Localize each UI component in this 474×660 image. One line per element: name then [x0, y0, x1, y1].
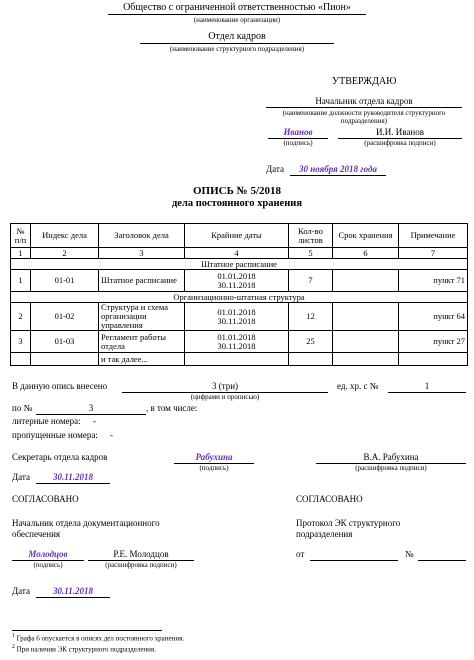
footnote-text: При наличии ЭК структурного подразделения. — [16, 645, 156, 654]
name-caption: (расшифровка подписи) — [364, 139, 436, 147]
approve-signature: Иванов — [283, 127, 313, 137]
title-line: организации управления — [101, 311, 147, 330]
name-caption: (расшифровка подписи) — [355, 464, 427, 472]
table-header: Заголовок дела — [99, 224, 185, 248]
secretary-date: 30.11.2018 — [52, 472, 93, 482]
cell-title — [99, 303, 185, 331]
divider — [36, 414, 146, 415]
doc-subtitle: дела постоянного хранения — [171, 198, 302, 209]
cell — [333, 270, 399, 292]
divider — [290, 175, 386, 176]
date-from: 01.01.2018 — [217, 331, 256, 342]
date-label: Дата — [266, 164, 284, 174]
missed-value: - — [110, 430, 113, 440]
cell: 7 — [289, 270, 333, 292]
approve-name: И.И. Иванов — [376, 127, 424, 137]
date-to: 30.11.2018 — [217, 315, 256, 326]
agreed-signature: Молодцов — [28, 549, 68, 559]
sig-caption: (подпись) — [199, 464, 229, 472]
cell: 01-01 — [31, 270, 99, 292]
footnote-divider — [12, 630, 162, 631]
agreed-title: СОГЛАСОВАНО — [12, 494, 79, 504]
protocol-date-line — [310, 560, 398, 561]
col-number: 4 — [185, 248, 289, 259]
footnote-2 — [12, 644, 156, 653]
protocol-number-line — [418, 560, 466, 561]
table-row — [11, 303, 468, 331]
missed-label: пропущенные номера: — [12, 430, 98, 440]
footnote-mark: 1 — [12, 633, 15, 639]
org-name-caption: (наименование организации) — [193, 16, 281, 24]
po-value: 3 — [88, 403, 94, 413]
agreed-name: Р.Е. Молодцов — [113, 549, 169, 559]
po-label: по № — [12, 403, 33, 413]
included-label: В данную опись внесено — [12, 381, 108, 391]
protocol-line: Протокол ЭК структурного — [296, 518, 401, 528]
ed-from: 1 — [424, 381, 430, 391]
table-section: Штатное расписание — [11, 259, 468, 270]
divider — [36, 597, 110, 598]
col-number: 5 — [289, 248, 333, 259]
divider — [108, 14, 366, 15]
table-header: Кол-во листов — [289, 224, 333, 248]
agreed-date: 30.11.2018 — [52, 586, 93, 596]
divider — [266, 107, 462, 108]
cell: Штатное расписание — [99, 270, 185, 292]
table-header: Крайние даты — [185, 224, 289, 248]
cell: 2 — [11, 303, 31, 331]
title-line: Структура и схема — [101, 302, 169, 312]
col-number: 6 — [333, 248, 399, 259]
col-number: 2 — [31, 248, 99, 259]
agreed-title: СОГЛАСОВАНО — [296, 494, 363, 504]
cell-dates — [185, 270, 289, 292]
cell — [333, 331, 399, 353]
cell-dates — [185, 331, 289, 353]
org-name: Общество с ограниченной ответственностью «Пион» — [123, 2, 351, 13]
date-label: Дата — [12, 586, 30, 596]
included-count: 3 (три) — [211, 381, 239, 391]
cell: 01-03 — [31, 331, 99, 353]
cell: 1 — [11, 270, 31, 292]
approve-date: 30 ноября 2018 года — [299, 164, 377, 174]
agreed-position: Начальник отдела документационного — [12, 518, 160, 528]
table-header-row — [11, 224, 468, 248]
table-header: № п/п — [11, 224, 31, 248]
cell: 01-02 — [31, 303, 99, 331]
cell-dates — [185, 303, 289, 331]
cell: 25 — [289, 331, 333, 353]
date-from: 01.01.2018 — [217, 270, 256, 281]
divider — [140, 43, 334, 44]
date-label: Дата — [12, 472, 30, 482]
footnote-text: Графа 6 опускается в описях дел постоянного хранения. — [16, 634, 185, 643]
divider — [388, 392, 466, 393]
date-from: 01.01.2018 — [217, 306, 256, 317]
secretary-signature: Рабухина — [195, 452, 233, 462]
cell-more: и так далее... — [99, 353, 185, 366]
approve-position-caption: (наименование должности руководителя структурного — [282, 109, 446, 117]
approve-title: УТВЕРЖДАЮ — [332, 76, 397, 87]
protocol-line: подразделения — [296, 529, 353, 539]
table-header: Срок хранения — [333, 224, 399, 248]
doc-title: ОПИСЬ № 5/2018 — [193, 185, 281, 197]
letter-value: - — [93, 416, 96, 426]
footnote-mark: 2 — [12, 644, 15, 650]
cell — [333, 303, 399, 331]
secretary-position: Секретарь отдела кадров — [12, 452, 108, 462]
table-header: Индекс дела — [31, 224, 99, 248]
cell: пункт 27 — [399, 331, 468, 353]
cell: 3 — [11, 331, 31, 353]
cell: пункт 71 — [399, 270, 468, 292]
cell: пункт 64 — [399, 303, 468, 331]
table-section: Организационно-штатная структура — [11, 292, 468, 303]
table-row — [11, 270, 468, 292]
col-number: 7 — [399, 248, 468, 259]
sig-caption: (подпись) — [33, 561, 63, 569]
date-to: 30.11.2018 — [217, 340, 256, 351]
date-to: 30.11.2018 — [217, 279, 256, 290]
ed-label: ед. хр. с № — [337, 381, 379, 391]
approve-position: Начальник отдела кадров — [315, 96, 413, 106]
dept-caption: (наименование структурного подразделения) — [169, 45, 305, 53]
footnote-1 — [12, 633, 184, 642]
approve-position-caption: подразделения) — [340, 117, 388, 125]
count-caption: (цифрами и прописью) — [190, 393, 260, 401]
protocol-from-label: от — [296, 549, 305, 559]
dept-name: Отдел кадров — [208, 31, 266, 42]
table-row — [11, 353, 468, 366]
including-label: , в том числе: — [146, 403, 198, 413]
cell: Регламент работы отдела — [99, 331, 185, 353]
table-header: Примечание — [399, 224, 468, 248]
col-number: 1 — [11, 248, 31, 259]
col-number: 3 — [99, 248, 185, 259]
divider — [36, 483, 110, 484]
table-num-row — [11, 248, 468, 259]
cell: 12 — [289, 303, 333, 331]
inventory-table — [10, 223, 468, 366]
table-row — [11, 331, 468, 353]
protocol-num-label: № — [405, 549, 414, 559]
letter-label: литерные номера: — [12, 416, 81, 426]
sig-caption: (подпись) — [283, 139, 313, 147]
agreed-position: обеспечения — [12, 529, 61, 539]
secretary-name: В.А. Рабухина — [363, 452, 419, 462]
name-caption: (расшифровка подписи) — [105, 561, 177, 569]
